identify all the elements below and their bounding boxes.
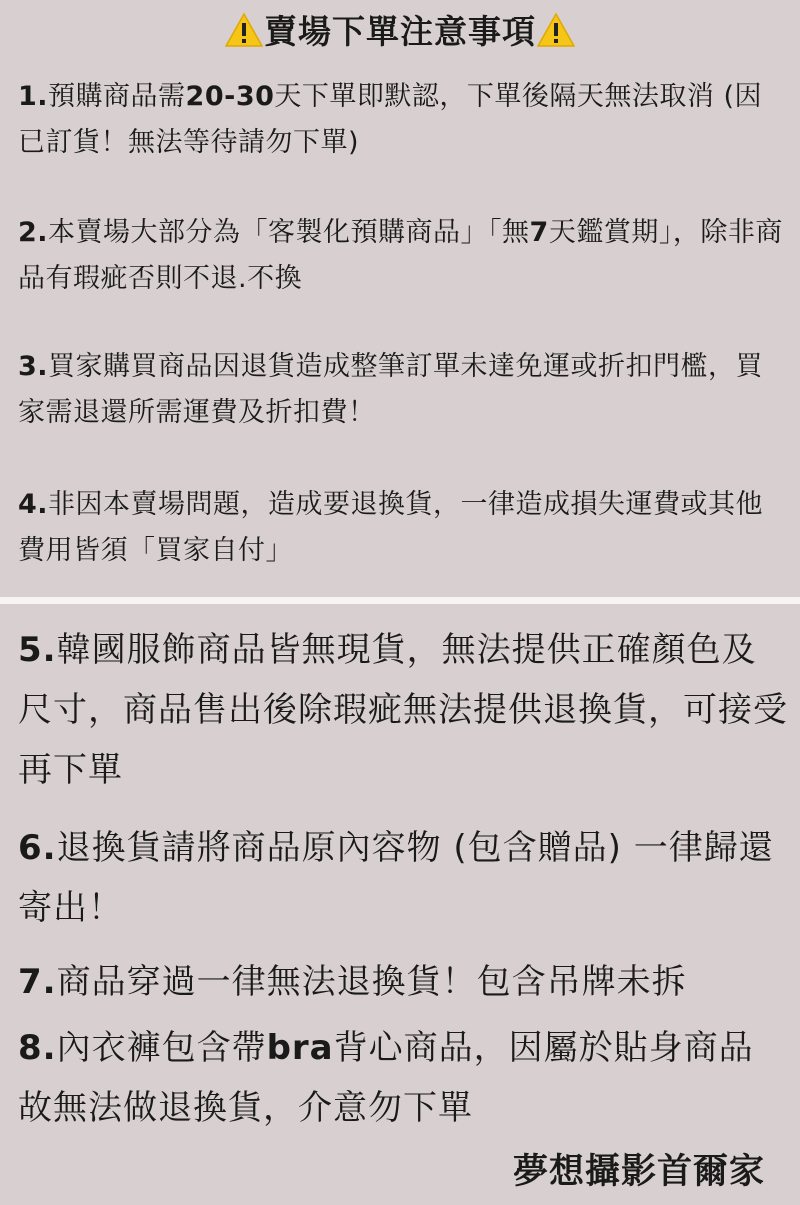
- notice-item-6: [18, 818, 788, 938]
- item-number: 5.: [18, 630, 57, 670]
- item-text: 本賣場大部分為「客製化預購商品」「無: [48, 217, 530, 248]
- item-number: 7.: [18, 962, 57, 1002]
- item-text: 韓國服飾商品皆無現貨，無法提供正確顏色及尺寸，商品售出後除瑕疵無法提供退換貨，可接受再下單: [18, 630, 788, 790]
- item-text: 內衣褲包含帶: [56, 1028, 267, 1068]
- notice-panel-bottom: [0, 604, 800, 1205]
- item-highlight: bra: [266, 1028, 334, 1068]
- notice-title: [0, 6, 800, 53]
- item-text: 預購商品需: [48, 81, 186, 112]
- item-text: 買家購買商品因退貨造成整筆訂單未達免運或折扣門檻，買家需退還所需運費及折扣費！: [18, 351, 764, 428]
- notice-item-4: [18, 482, 788, 574]
- item-number: 4.: [18, 489, 49, 520]
- notice-item-1: [18, 74, 788, 166]
- item-number: 8.: [18, 1028, 57, 1068]
- item-highlight: 7: [529, 217, 549, 248]
- item-text: 天鑑賞期」，除非商品有瑕疵否則不退.不換: [18, 217, 783, 294]
- item-text: 退換貨請將商品原內容物 (包含贈品) 一律歸還寄出！: [18, 828, 774, 928]
- item-number: 6.: [18, 828, 57, 868]
- notice-item-3: [18, 344, 788, 436]
- notice-item-7: [18, 952, 788, 1012]
- item-highlight: 20-30: [185, 81, 275, 112]
- item-number: 1.: [18, 81, 49, 112]
- item-text: 背心商品，因屬於貼身商品故無法做退換貨，介意勿下單: [18, 1028, 754, 1128]
- shop-signature: 夢想攝影首爾家: [512, 1152, 765, 1192]
- item-number: 2.: [18, 217, 49, 248]
- notice-item-2: [18, 210, 788, 302]
- item-text: 非因本賣場問題，造成要退換貨，一律造成損失運費或其他費用皆須「買家自付」: [18, 489, 764, 566]
- notice-item-8: [18, 1018, 788, 1138]
- notice-item-5: [18, 620, 788, 800]
- item-text: 天下單即默認，下單後隔天無法取消 (因已訂貨！無法等待請勿下單): [18, 81, 763, 158]
- warning-icon: [536, 12, 576, 48]
- title-text: 賣場下單注意事項: [264, 12, 536, 51]
- warning-icon: [224, 12, 264, 48]
- item-number: 3.: [18, 351, 49, 382]
- section-divider: [0, 597, 800, 604]
- item-text: 商品穿過一律無法退換貨！包含吊牌未拆: [56, 962, 687, 1002]
- notice-panel-top: [0, 0, 800, 597]
